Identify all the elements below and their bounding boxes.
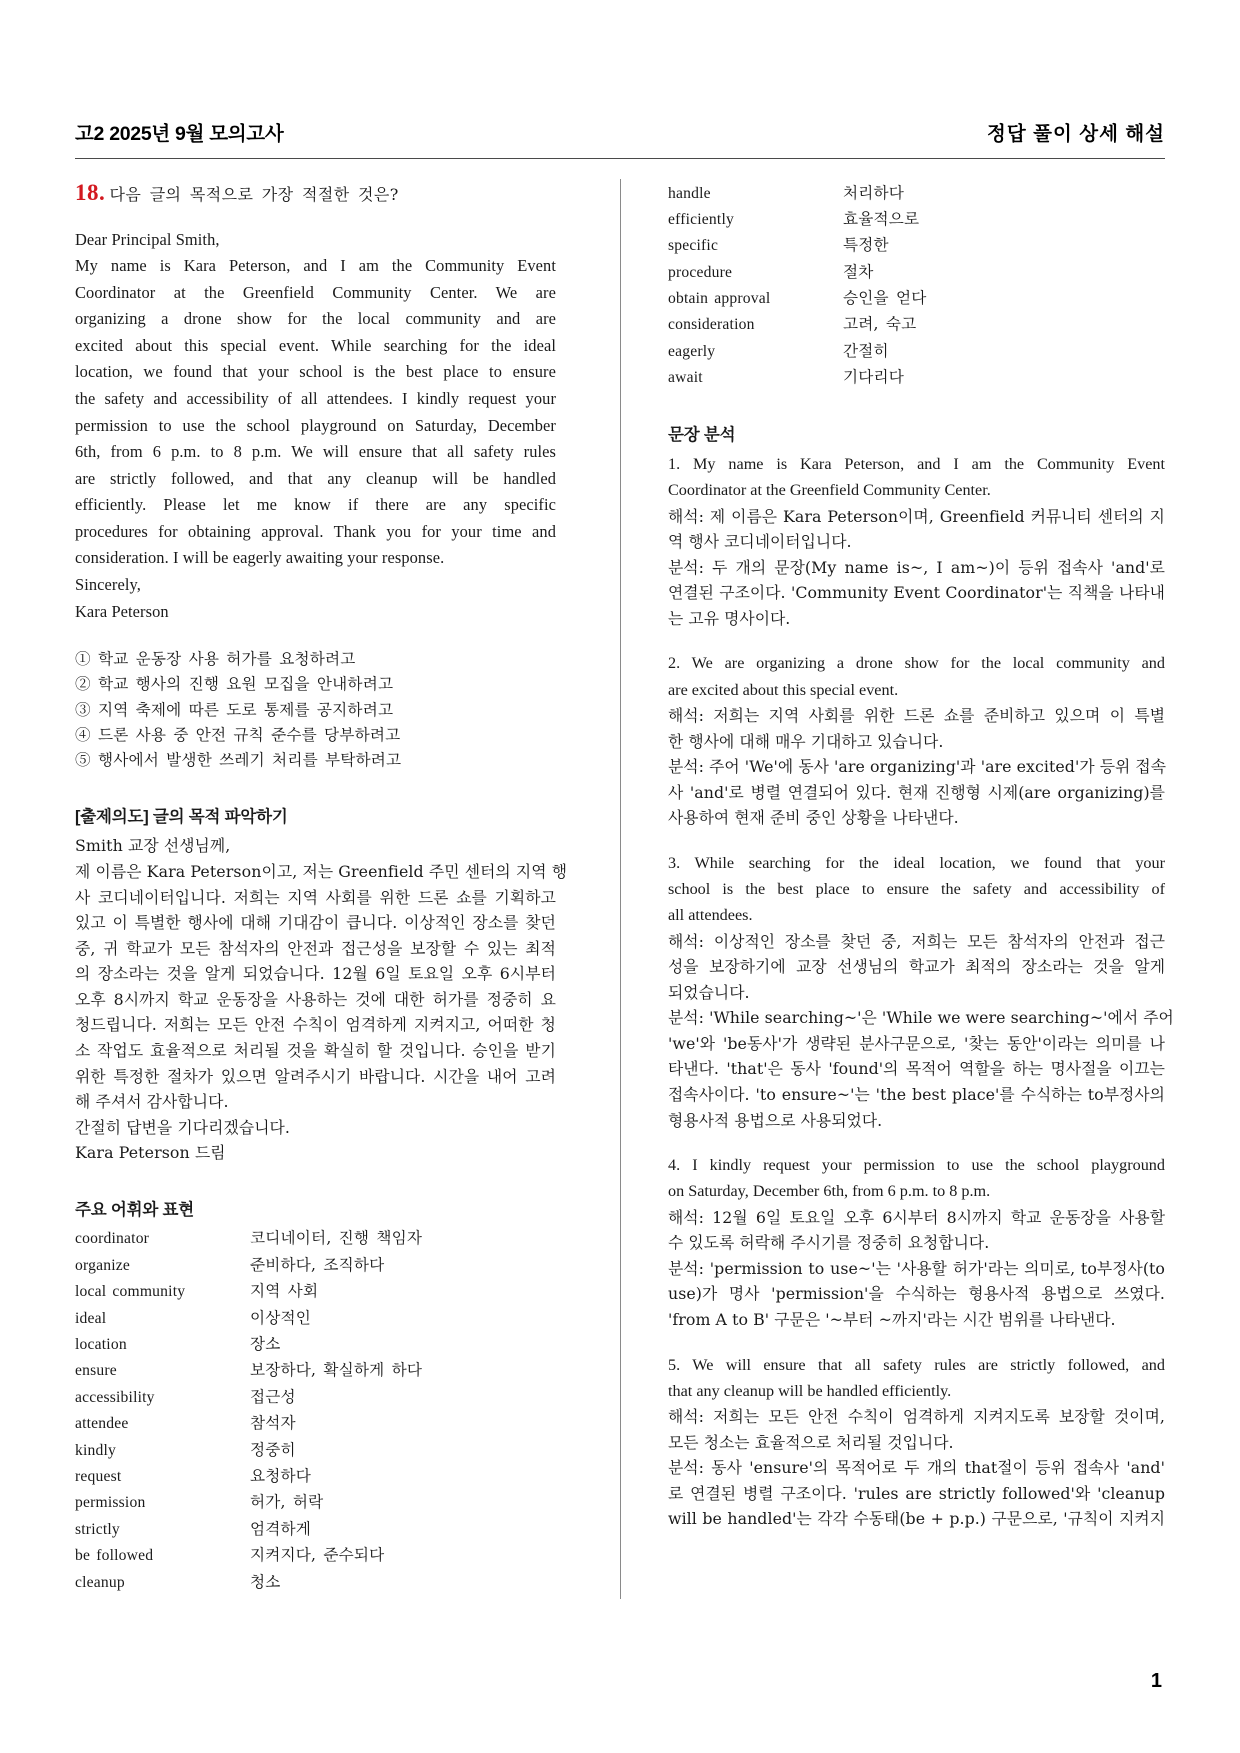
analysis-ko-line: 한 행사에 대해 매우 기대하고 있습니다. [668,731,944,751]
vocabulary-row [75,1332,556,1358]
analysis-ko-line: 해석: 저희는 지역 사회를 위한 드론 쇼를 준비하고 있으며 이 특별 [668,705,1165,725]
analysis-korean [668,929,1174,1134]
vocabulary-row [75,1384,556,1410]
analysis-english [668,850,1165,929]
vocabulary-row [668,180,1165,206]
analysis-ko-line: 되었습니다. [668,982,750,1002]
passage-line: Coordinator at the Greenfield Community Center. We are [75,282,556,302]
vocabulary-term: await [668,369,703,387]
vocabulary-row [668,259,1165,285]
analysis-ko-line: 분석: 'While searching~'은 'While we were searching~'에서 주어 [668,1008,1174,1028]
analysis-ko-line: 분석: 주어 'We'에 동사 'are organizing'과 'are excited'가 등위 접속 [668,757,1167,777]
english-passage [75,227,556,626]
vocabulary-term: attendee [75,1415,129,1433]
vocabulary-row [668,233,1165,259]
answer-choice-5[interactable]: ⑤ 행사에서 발생한 쓰레기 처리를 부탁하려고 [75,751,402,770]
vocabulary-meaning: 장소 [250,1335,281,1353]
vocabulary-meaning: 승인을 얻다 [843,289,927,308]
analysis-ko-line: 사 'and'로 병렬 연결되어 있다. 현재 진행형 시제(are organizing)를 [668,782,1165,802]
page-number: 1 [1150,1670,1162,1692]
analysis-en-line: 2. We are organizing a drone show for the local community and [668,654,1165,673]
vocabulary-row [75,1305,556,1331]
passage-line: the safety and accessibility of all attendees. I kindly request your [75,388,556,408]
translation-signature: Kara Peterson 드림 [75,1143,226,1163]
answer-choice-3[interactable]: ③ 지역 축제에 따른 도로 통제를 공지하려고 [75,700,394,719]
vocabulary-meaning: 준비하다, 조직하다 [250,1255,385,1274]
vocabulary-term: consideration [668,316,755,334]
analysis-en-line: 5. We will ensure that all safety rules are strictly followed, and [668,1355,1165,1374]
question-number: 18. [75,180,106,205]
analysis-ko-line: 'we'와 'be동사'가 생략된 분사구문으로, '찾는 동안'이라는 의미를 나 [668,1033,1165,1053]
analysis-section-title: 문장 분석 [668,426,736,445]
vocabulary-meaning: 요청하다 [250,1466,312,1485]
right-column [668,176,1174,1646]
analysis-ko-line: 분석: 두 개의 문장(My name is~, I am~)이 등위 접속사 'and'로 [668,557,1165,577]
vocabulary-row [75,1226,556,1252]
vocabulary-meaning: 보장하다, 확실하게 하다 [250,1361,423,1380]
passage-line: Dear Principal Smith, [75,229,220,249]
analysis-english [668,451,1165,503]
analysis-en-line: all attendees. [668,906,753,925]
translation-line: 오후 8시까지 학교 운동장을 사용하는 것에 대한 허가를 정중히 요 [75,989,556,1009]
translation-line: 중, 귀 학교가 모든 참석자의 안전과 접근성을 보장할 수 있는 최적 [75,938,556,958]
answer-choice-1[interactable]: ① 학교 운동장 사용 허가를 요청하려고 [75,650,356,669]
vocabulary-row [75,1411,556,1437]
vocabulary-row [75,1252,556,1278]
column-divider-line [620,179,621,1599]
vocabulary-meaning: 허가, 허락 [250,1493,324,1512]
vocabulary-table-left [75,1226,556,1595]
translation-line: 있고 이 특별한 행사에 대해 기대감이 큽니다. 이상적인 장소를 찾던 [75,913,556,933]
analysis-list [668,451,1174,1532]
vocabulary-meaning: 기다리다 [843,368,905,387]
translation-line: 해 주셔서 감사합니다. [75,1092,229,1112]
vocabulary-meaning: 엄격하게 [250,1519,312,1538]
analysis-ko-line: 수 있도록 허락해 주시기를 정중히 요청합니다. [668,1233,990,1253]
vocabulary-term: local community [75,1283,186,1301]
vocabulary-meaning: 참석자 [250,1414,296,1433]
header-divider-rule [75,158,1165,159]
analysis-ko-line: 는 고유 명사이다. [668,608,791,628]
passage-line: excited about this special event. While searching for the ideal [75,335,556,355]
passage-signature: Kara Peterson [75,601,169,621]
vocabulary-term: cleanup [75,1573,125,1591]
korean-translation [75,833,568,1166]
vocabulary-meaning: 효율적으로 [843,209,920,228]
vocabulary-term: organize [75,1256,130,1274]
header-document-type: 정답 풀이 상세 해설 [987,123,1165,145]
vocabulary-section-title: 주요 어휘와 표현 [75,1200,194,1219]
vocabulary-meaning: 고려, 숙고 [843,315,917,334]
translation-line: 사 코디네이터입니다. 저희는 지역 사회를 위한 드론 쇼를 기획하고 [75,887,556,907]
vocabulary-row [668,206,1165,232]
vocabulary-meaning: 접근성 [250,1387,296,1406]
content-columns [75,176,1174,1646]
vocabulary-term: procedure [668,263,733,281]
header-exam-title: 고2 2025년 9월 모의고사 [75,123,284,145]
vocabulary-row [75,1279,556,1305]
vocabulary-term: coordinator [75,1230,150,1248]
analysis-ko-line: 형용사적 용법으로 사용되었다. [668,1110,883,1130]
analysis-en-line: Coordinator at the Greenfield Community Center. [668,481,991,500]
vocabulary-row [668,365,1165,391]
translation-line: 소 작업도 효율적으로 처리될 것을 확실히 할 것입니다. 승인을 받기 [75,1041,556,1061]
vocabulary-row [75,1516,556,1542]
analysis-ko-line: 해석: 이상적인 장소를 찾던 중, 저희는 모든 참석자의 안전과 접근 [668,931,1165,951]
passage-line: location, we found that your school is the best place to ensure [75,362,556,382]
analysis-item [668,451,1165,631]
analysis-en-line: school is the best place to ensure the safety and accessibility of [668,880,1165,899]
vocabulary-row [75,1569,556,1595]
analysis-korean [668,703,1165,831]
vocabulary-row [75,1358,556,1384]
analysis-english [668,1152,1165,1204]
analysis-ko-line: 성을 보장하기에 교장 선생님의 학교가 최적의 장소라는 것을 알게 [668,957,1165,977]
analysis-item [668,850,1174,1133]
vocabulary-term: permission [75,1494,146,1512]
vocabulary-term: location [75,1336,127,1353]
analysis-en-line: 1. My name is Kara Peterson, and I am the Community Event [668,455,1165,474]
translation-line: Smith 교장 선생님께, [75,836,231,856]
vocabulary-term: obtain approval [668,290,771,308]
passage-line: 6th, from 6 p.m. to 8 p.m. We will ensure that all safety rules [75,442,556,462]
analysis-english [668,650,1165,702]
vocabulary-term: kindly [75,1441,117,1459]
passage-line: are strictly followed, and that any cleanup will be handled [75,468,556,488]
intent-section-title: [출제의도] 글의 목적 파악하기 [75,808,288,827]
page-header [75,118,1165,146]
vocabulary-meaning: 처리하다 [843,183,905,202]
analysis-ko-line: 연결된 구조이다. 'Community Event Coordinator'는 직책을 나타내 [668,583,1165,603]
vocabulary-term: efficiently [668,210,734,228]
analysis-en-line: on Saturday, December 6th, from 6 p.m. to 8 p.m. [668,1182,991,1201]
analysis-ko-line: 'from A to B' 구문은 '~부터 ~까지'라는 시간 범위를 나타낸다. [668,1309,1116,1329]
analysis-ko-line: 분석: 'permission to use~'는 '사용할 허가'라는 의미로, to부정사(to [668,1258,1165,1278]
vocabulary-row [75,1490,556,1516]
vocabulary-row [668,338,1165,364]
translation-line: 제 이름은 Kara Peterson이고, 저는 Greenfield 주민 센터의 지역 행 [75,862,568,881]
vocabulary-term: accessibility [75,1388,155,1406]
vocabulary-term: specific [668,237,719,255]
analysis-ko-line: 접속사이다. 'to ensure~'는 'the best place'를 수식하는 to부정사의 [668,1085,1165,1105]
passage-line: organizing a drone show for the local community and are [75,309,556,329]
passage-line: permission to use the school playground on Saturday, December [75,415,556,435]
vocabulary-term: ideal [75,1309,107,1327]
analysis-item [668,1352,1165,1532]
vocabulary-term: request [75,1467,122,1485]
question-heading [75,176,556,211]
analysis-ko-line: 역 행사 코디네이터입니다. [668,532,852,552]
analysis-en-line: that any cleanup will be handled efficiently. [668,1381,952,1400]
question-prompt: 다음 글의 목적으로 가장 적절한 것은? [109,185,399,204]
vocabulary-term: ensure [75,1362,117,1380]
vocabulary-term: handle [668,184,711,202]
vocabulary-row [668,312,1165,338]
vocabulary-meaning: 지켜지다, 준수되다 [250,1546,385,1565]
analysis-ko-line: 타낸다. 'that'은 동사 'found'의 목적어 역할을 하는 명사절을 이끄는 [668,1059,1165,1079]
vocabulary-term: strictly [75,1520,120,1538]
column-gutter [572,176,668,1646]
passage-line: My name is Kara Peterson, and I am the Community Event [75,256,556,276]
analysis-ko-line: will be handled'는 각각 수동태(be + p.p.) 구문으로, '규칙이 지켜지 [668,1509,1165,1529]
vocabulary-meaning: 정중히 [250,1440,296,1459]
vocabulary-row [668,286,1165,312]
analysis-ko-line: 사용하여 현재 준비 중인 상황을 나타낸다. [668,808,959,828]
vocabulary-row [75,1543,556,1569]
analysis-ko-line: use)가 명사 'permission'을 수식하는 형용사적 용법으로 쓰였다. [668,1284,1165,1304]
answer-choices[interactable] [75,647,556,773]
analysis-ko-line: 분석: 동사 'ensure'의 목적어로 두 개의 that절이 등위 접속사 'and' [668,1458,1165,1478]
passage-line: procedures for obtaining approval. Thank you for your time and [75,521,556,541]
vocabulary-meaning: 코디네이터, 진행 책임자 [250,1229,423,1248]
analysis-en-line: 4. I kindly request your permission to use the school playground [668,1156,1165,1175]
vocabulary-meaning: 간절히 [843,341,889,360]
analysis-ko-line: 해석: 12월 6일 토요일 오후 6시부터 8시까지 학교 운동장을 사용할 [668,1207,1165,1227]
passage-signoff: Sincerely, [75,575,141,595]
vocabulary-meaning: 지역 사회 [250,1282,319,1301]
vocabulary-meaning: 절차 [843,262,874,281]
translation-line: 의 장소라는 것을 알게 되었습니다. 12월 6일 토요일 오후 6시부터 [75,964,556,984]
analysis-korean [668,504,1165,632]
vocabulary-term: eagerly [668,342,716,360]
left-column [75,176,572,1646]
vocabulary-row [75,1437,556,1463]
analysis-ko-line: 로 연결된 병렬 구조이다. 'rules are strictly followed'와 'cleanup [668,1483,1165,1503]
translation-line: 청드립니다. 저희는 모든 안전 수칙이 엄격하게 지켜지고, 어떠한 청 [75,1015,556,1035]
vocabulary-table-right [668,180,1165,391]
analysis-en-line: 3. While searching for the ideal location, we found that your [668,853,1165,872]
analysis-en-line: are excited about this special event. [668,680,899,699]
analysis-english [668,1352,1165,1404]
analysis-item [668,650,1165,830]
analysis-item [668,1152,1165,1332]
passage-line: efficiently. Please let me know if there are any specific [75,495,556,515]
analysis-ko-line: 해석: 제 이름은 Kara Peterson이며, Greenfield 커뮤니티 센터의 지 [668,506,1165,526]
translation-line: 위한 특정한 절차가 있으면 알려주시기 바랍니다. 시간을 내어 고려 [75,1066,556,1086]
translation-line: 간절히 답변을 기다리겠습니다. [75,1117,291,1137]
vocabulary-meaning: 이상적인 [250,1308,312,1327]
analysis-ko-line: 모든 청소는 효율적으로 처리될 것입니다. [668,1432,954,1452]
vocabulary-row [75,1463,556,1489]
analysis-korean [668,1404,1165,1532]
vocabulary-term: be followed [75,1547,154,1565]
vocabulary-meaning: 청소 [250,1572,281,1591]
passage-line: consideration. I will be eagerly awaiting your response. [75,548,445,568]
answer-choice-2[interactable]: ② 학교 행사의 진행 요원 모집을 안내하려고 [75,675,394,694]
answer-choice-4[interactable]: ④ 드론 사용 중 안전 규칙 준수를 당부하려고 [75,725,401,744]
analysis-korean [668,1205,1165,1333]
analysis-ko-line: 해석: 저희는 모든 안전 수칙이 엄격하게 지켜지도록 보장할 것이며, [668,1407,1165,1426]
vocabulary-meaning: 특정한 [843,236,889,255]
